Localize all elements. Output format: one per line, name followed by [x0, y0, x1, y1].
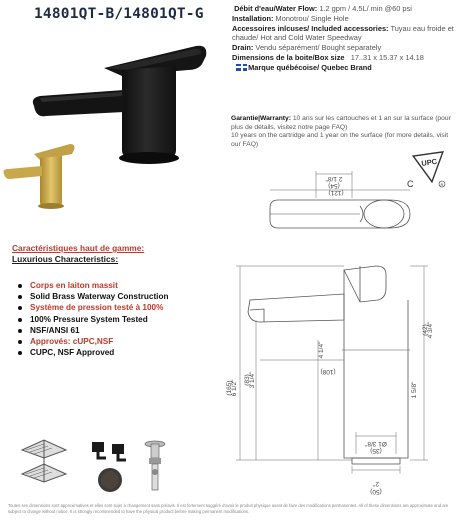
dim-length: 4 3/4" — [427, 321, 434, 339]
dim-total-height-mm: (165) — [226, 380, 233, 396]
dim-hole: Ø1 3/8" — [365, 440, 387, 447]
spec-value: Monotrou/ Single Hole — [275, 13, 349, 23]
technical-drawing — [220, 170, 471, 500]
dim-top-width-mm: (54) — [328, 182, 340, 189]
dim-hole-mm: (35) — [370, 447, 382, 454]
quebec-flag-icon — [236, 64, 247, 71]
spec-row-box-size — [232, 53, 470, 63]
warranty-label: Garantie|Warranty: — [231, 115, 291, 122]
brand-row — [232, 63, 470, 73]
spec-value: Vendu séparément/ Bought separately — [255, 43, 382, 53]
features-title-en: Luxurious Characteristics: — [12, 254, 119, 264]
spec-value: Tuyau eau froide et chaude/ Hot and Cold Water Speedway — [232, 23, 454, 43]
dim-base-width: 2" — [373, 480, 379, 487]
spec-value: 1.2 gpm / 4.5L/ min @60 psi — [319, 4, 412, 13]
feature-item: Approvés: cUPC,NSF — [18, 336, 208, 347]
side-view-outline — [248, 266, 410, 464]
spec-label: Drain: — [232, 43, 254, 53]
feature-item: Solid Brass Waterway Construction — [18, 291, 208, 302]
gold-faucet-image — [0, 136, 78, 212]
warranty-text-fr: 10 ans sur les cartouches et 1 an sur la surface (pour plus de détails, visitez notre page FAQ) — [231, 115, 451, 131]
spec-row-drain — [232, 43, 470, 53]
dim-base-width-mm: (50) — [370, 488, 382, 495]
warranty-text-en: 10 years on the cartridge and 1 year on the surface (for more details, visit our FAQ) — [231, 132, 449, 148]
specs-block — [232, 4, 470, 73]
dim-spout-reach: 4 1/4" — [318, 341, 325, 359]
spec-value: 17..31 x 15.37 x 14.18 — [350, 52, 424, 62]
r-mark-text: R — [440, 181, 444, 187]
dim-spout-reach-mm: (108) — [320, 368, 336, 375]
spec-label: Dimensions de la boite/Box size — [232, 52, 345, 62]
dim-base-dia-mm: (42) — [422, 324, 429, 336]
dim-spout-height: 3 1/4" — [249, 371, 256, 389]
top-view-outline — [270, 200, 410, 228]
disclaimer-text: Toutes ses dimensions sont approximatives et elles sont sujet à changement sans préavis. Il est fortement suggéré d'avoir le produit physique avant de faire des modifications permanentes. All of these dimensions are approximate and are subject to change without notice. It is strongly recommended to have the physical product before making permanent modifications. — [8, 503, 449, 514]
spec-label: Installation: — [232, 13, 274, 23]
brand-label: Marque québécoise/ Quebec Brand — [248, 62, 372, 72]
features-list — [18, 280, 208, 358]
feature-item: 100% Pressure System Tested — [18, 314, 208, 325]
spec-label: Débit d'eau/Water Flow: — [234, 4, 318, 13]
dim-base-dia: 1 5/8" — [411, 381, 418, 399]
warranty-block — [231, 115, 459, 149]
feature-item: Système de pression testé à 100% — [18, 302, 208, 313]
features-title — [12, 243, 192, 265]
upc-text: UPC — [420, 156, 438, 168]
robe-hook-and-soap-image — [86, 438, 134, 496]
spec-label: Accessoires inlcuses/ Included accessories: — [232, 23, 389, 33]
model-code: 14801QT-B/14801QT-G — [34, 6, 204, 22]
feature-item: NSF/ANSI 61 — [18, 325, 208, 336]
spec-row-flow — [232, 4, 470, 14]
dim-top-width: 2 1/8" — [325, 175, 343, 182]
c-mark-text: C — [407, 179, 414, 189]
dim-top-length-mm: (121) — [328, 189, 344, 196]
feature-item: CUPC, NSF Approved — [18, 347, 208, 358]
spec-row-accessories — [232, 24, 470, 44]
dim-total-height: 6 1/2" — [231, 379, 238, 397]
features-title-fr: Caractéristiques haut de gamme: — [12, 243, 145, 253]
pop-up-drain-image — [140, 438, 170, 496]
feature-item: Corps en laiton massit — [18, 280, 208, 291]
corner-shelf-image — [18, 436, 70, 492]
dim-spout-height-mm: (83) — [244, 374, 251, 386]
spec-row-installation — [232, 14, 470, 24]
